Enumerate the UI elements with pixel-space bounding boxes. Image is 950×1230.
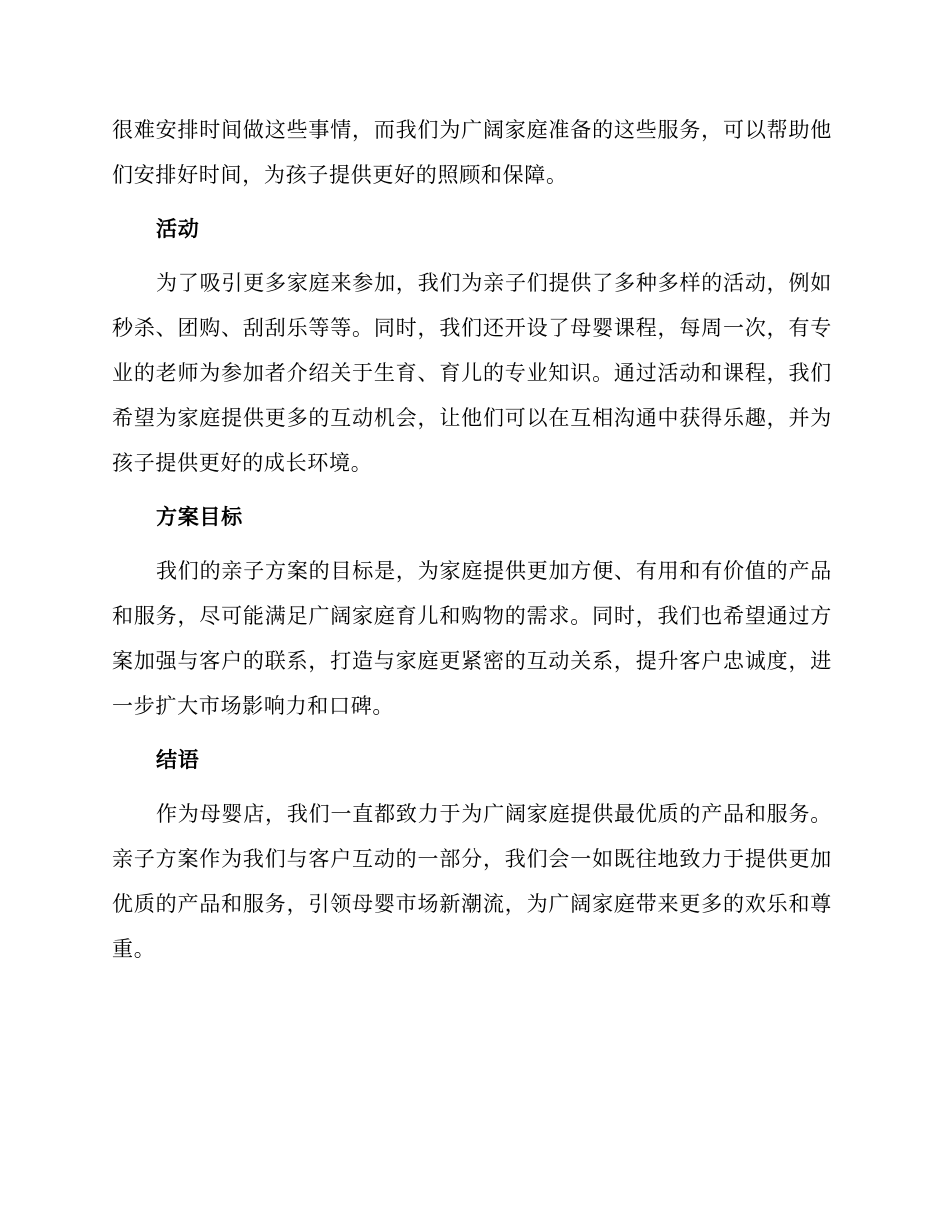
section-paragraph-goals: 我们的亲子方案的目标是，为家庭提供更加方便、有用和有价值的产品和服务，尽可能满足广阔家庭育儿和购物的需求。同时，我们也希望通过方案加强与客户的联系，打造与家庭更紧密的互动关系，提升客户忠诚度，进一步扩大市场影响力和口碑。 (112, 559, 832, 718)
section-paragraph-activities: 为了吸引更多家庭来参加，我们为亲子们提供了多种多样的活动，例如秒杀、团购、刮刮乐等等。同时，我们还开设了母婴课程，每周一次，有专业的老师为参加者介绍关于生育、育儿的专业知识。通过活动和课程，我们希望为家庭提供更多的互动机会，让他们可以在互相沟通中获得乐趣，并为孩子提供更好的成长环境。 (112, 271, 832, 475)
document-page (112, 108, 832, 972)
section-heading-conclusion: 结语 (156, 748, 200, 772)
section-heading-goals: 方案目标 (156, 505, 243, 529)
section-paragraph-conclusion: 作为母婴店，我们一直都致力于为广阔家庭提供最优质的产品和服务。亲子方案作为我们与客户互动的一部分，我们会一如既往地致力于提供更加优质的产品和服务，引领母婴市场新潮流，为广阔家庭带来更多的欢乐和尊重。 (112, 802, 832, 961)
intro-paragraph: 很难安排时间做这些事情，而我们为广阔家庭准备的这些服务，可以帮助他们安排好时间，为孩子提供更好的照顾和保障。 (112, 118, 832, 187)
section-heading-activities: 活动 (156, 217, 200, 241)
